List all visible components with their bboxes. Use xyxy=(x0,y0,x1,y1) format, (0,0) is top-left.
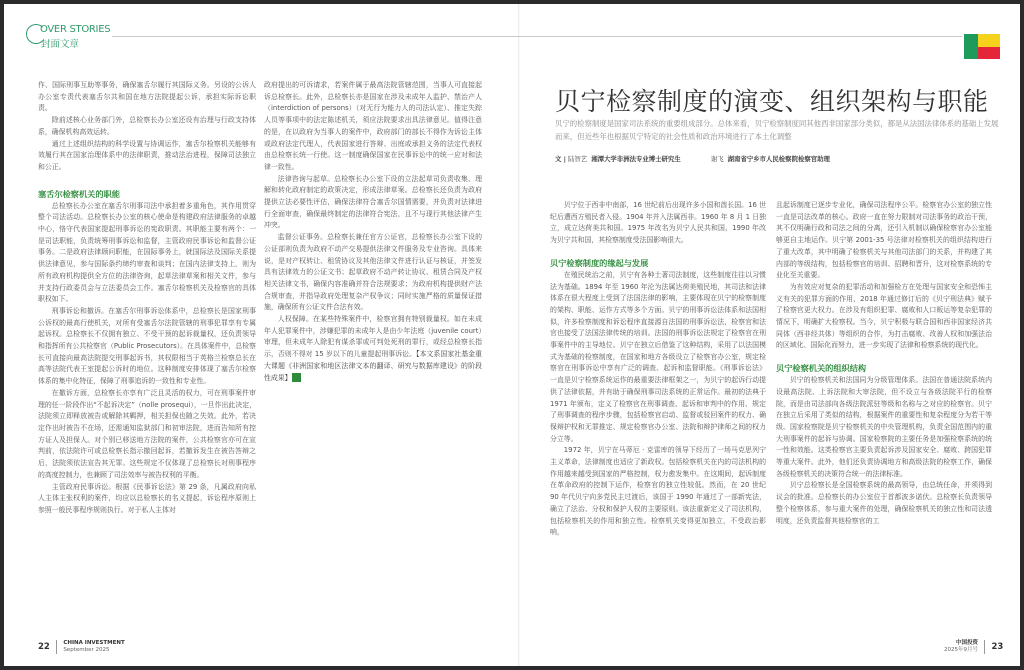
author-name: 谢飞 xyxy=(710,155,724,163)
flag-green-band xyxy=(964,34,978,59)
page-number: 23 xyxy=(991,642,1004,652)
paragraph xyxy=(264,314,482,384)
paragraph: 在殖民统治之前，贝宁有各种土著司法制度，这些制度往往以习惯法为基础。1894 年至 1960 年沦为法属达荷美殖民地，其司法和法律体系在很大程度上受到了法国法律的影响，主要体现在贝宁的检察制度的架构、职能、运作方式等多个方面。贝宁的刑事诉讼法体系和法国相似，许多检察制度和诉讼程序直接源自法国的刑事诉讼法，检察官和法官也接受了法国法律传统的培训。法国的刑事诉讼法规定了检察官在刑事案件中的主导地位。贝宁在独立后借鉴了这种结构，采用了以法国模式为基础的检察制度，在国家和地方各级设立了检察官办公室，规定检察官在刑事诉讼中享有广泛的调查、起诉和监督职能。《刑事诉讼法》一直是贝宁检察系统运作的最重要法律框架之一，为贝宁的起诉行动提供了法律依据，并有助于确保刑事司法系统的正常运作。最初的法典于 1971 年颁布，定义了检察官在刑事调查、起诉和审判中的作用、规定了刑事调查的程序步骤，包括检察官启动、监督或驳回案件的权力、确保辩护权和无罪推定、规定检察官办公室、法院和辩护律师之间的权力分立等。 xyxy=(550,270,766,443)
page-gutter xyxy=(518,4,520,666)
paragraph: 贝宁的检察机关和法国同为分级管理体系。法国在普通法院系统内设最高法院、上诉法院和大审法院，但不设立与各级法院平行的检察院，而是由司法部向各级法院派驻等级和名称与之对应的检察官。贝宁在独立后采用了类似的结构，根据案件的重要性和复杂程度分为若干等级。国家检察院是贝宁检察机关的中央管理机构，负责全国范围内的重大刑事案件的起诉与协调。国家检察院的主要任务是加强检察系统的统一性和效能。这类检察官主要负责起诉涉及国家安全、腐败、跨国犯罪等重大案件。此外，他们还负责协调地方和高级法院的检察工作，确保各级检察机关的决策符合统一的法律标准。 xyxy=(776,376,992,478)
byline xyxy=(555,154,830,163)
header-rule xyxy=(112,36,962,37)
paragraph: 除前述核心业务部门外，总检察长办公室还设有治理与行政支持体系，确保机构高效运转。 xyxy=(38,116,256,136)
author-affiliation: 湘潭大学非洲法专业博士研究生 xyxy=(591,155,681,163)
section-name-zh: 封面文章 xyxy=(41,39,80,50)
right-footer xyxy=(944,640,1003,654)
paragraph: 贝宁位于西非中南部，16 世纪前后出现许多小国和酋长国。16 世纪后遭西方殖民者入侵。1904 年并入法属西非。1960 年 8 月 1 日独立，成立达荷美共和国。1975 年改名为贝宁人民共和国，1990 年改为贝宁共和国，其检察制度受法国影响很大。 xyxy=(550,201,766,245)
section-logo xyxy=(26,22,126,50)
right-page-column-2 xyxy=(776,200,992,527)
paragraph: 在撤诉方面，总检察长亦享有广泛且灵活的权力，可在刑事案件审理的任一阶段作出“不起诉决定”（nolle prosequi），一旦作出此决定，法院须立即释放被告或解除其羁押，相关担保也随之失效。此外，若决定作出时被告不在场，还需通知监狱部门和初审法院，进而告知所有控方证人及担保人。对个别已移送地方法院的案件，公共检察官亦可在宣判前，依法院许可或总检察长指示撤回起诉，若撤诉发生在被告答辩之后，法院须依法宣告其无罪。这些规定不仅体现了总检察长对刑事程序的高度控制力，也兼顾了司法效率与被告权利的平衡。 xyxy=(38,388,256,479)
left-page-column-2 xyxy=(264,80,482,384)
issue-date: 2025年9月号 xyxy=(944,647,978,653)
footer-divider xyxy=(984,640,985,654)
section-heading: 贝宁检察机关的组织结构 xyxy=(776,363,867,374)
paragraph: 且起诉制度已逐步专业化，确保司法程序公平。检察官办公室的独立性一直是司法改革的核心。政府一直在努力限制对司法事务的政治干预，其不仅明确行政和司法之间的分离，还引入机制以确保检察官办公室能够更自主地运作。贝宁第 2001-35 号法律对检察机关的组织结构进行了重大改革，其中明确了检察机关与其他司法部门的关系，并构建了其内部的等级结构，包括检察官的培训、招聘和晋升，这对检察系统的专业化至关重要。 xyxy=(776,201,992,280)
paragraph: 刑事诉讼和撤诉。在塞舌尔刑事诉讼体系中，总检察长是国家刑事公诉权的最高行使机关，对所有受塞舌尔法院管辖的刑事犯罪享有专属起诉权。总检察长不仅拥有独立、不受干预的起诉裁量权，还负责领导和指挥所有公共检察官（Public Prosecutors）。在具体案件中，总检察长可直接向最高法院提交刑事起诉书，其权限相当于英格兰检察总长在高等法院代表王室提起公诉时的地位。这种制度安排体现了塞舌尔检察体系的集中化特征，保障了刑事追诉的一致性和专业性。 xyxy=(38,306,256,386)
page-number: 22 xyxy=(38,642,50,652)
paragraph: 作、国际刑事互助等事务，确保塞舌尔履行其国际义务。另设的公诉人办公室专责代表塞舌尔共和国在地方法院提起公诉，承担实际诉讼职责。 xyxy=(38,81,256,113)
article-title: 贝宁检察制度的演变、组织架构与职能 xyxy=(555,87,989,116)
magazine-name: 中国投资 xyxy=(955,640,978,646)
flag-yellow-band xyxy=(978,34,1000,47)
paragraph: 为有效应对复杂的犯罪活动和加强检方在处理与国家安全和恐怖主义有关的犯罪方面的作用，2018 年通过修订后的《贝宁刑法典》赋予了检察官更大权力。在涉及有组织犯罪、腐败和人口贩运等复杂犯罪的情况下，明确扩大检察权。当今，贝宁积极与联合国和西非国家经济共同体（西非经共体）等组织的合作，为打击腐败、改善人权和加强法治的区域化、国际化而努力，进一步实现了法律和检察系统的现代化。 xyxy=(776,282,992,350)
paragraph: 通过上述组织结构的科学设置与协调运作，塞舌尔检察机关能够有效履行其在国家治理体系中的法律职责，推动法治进程，保障司法独立和公正。 xyxy=(38,139,256,171)
benin-flag-icon xyxy=(964,34,1000,59)
issue-date: September 2025 xyxy=(63,647,110,653)
left-footer xyxy=(38,640,125,654)
section-heading: 塞舌尔检察机关的职能 xyxy=(38,188,120,199)
paragraph-text: 人权保障。在某些特殊案件中，检察官拥有特别裁量权。如在未成年人犯罪案件中，涉嫌犯罪的未成年人是由少年法庭（juvenile court）审理，但未成年人除犯有谋杀罪或可判处死刑的罪行，或经总检察长指示，否则不得对 15 岁以下的儿童提起刑事诉讼。 xyxy=(264,315,482,359)
flag-red-band xyxy=(978,47,1000,60)
funding-citation: 【本文系国家社基金重大课题《非洲国家和地区法律文本的翻译、研究与数据库建设》的阶段性成果】 xyxy=(264,350,482,382)
paragraph: 监督公证事务。总检察长兼任官方公证官，总检察长办公室下设的公证部则负责为政府不动产交易提供法律文件服务及专业咨询。具体来说，是对产权转让、租赁协议及其他法律文件进行认证与核证，并签发具有法律效力的公证文书；起草政府不动产转让协议、租赁合同及产权相关法律文书，确保内容准确并符合法规要求；为政府机构提供财产法合规审查，并指导政府处理复杂产权争议；同时实施严格的质量保证措施，确保所有公证文件合法有效。 xyxy=(264,233,482,312)
paragraph: 主管政府民事诉讼。根据《民事诉讼法》第 29 条，凡属政府向私人主体主张权利的案件，均应以总检察长的名义提起，诉讼程序原则上参照一般民事程序规则执行。对于私人主体对 xyxy=(38,482,256,514)
magazine-name: CHINA INVESTMENT xyxy=(63,640,125,646)
magazine-spread xyxy=(4,4,1020,666)
author-affiliation: 湖南省宁乡市人民检察院检察官助理 xyxy=(727,155,830,163)
byline-prefix: 文 | xyxy=(555,155,566,163)
left-page-column-1 xyxy=(38,80,256,517)
paragraph: 法律咨询与起草。总检察长办公室下设的立法起草司负责收集、理解和转化政府制定的政策决定，形成法律草案。总检察长还负责为政府提供立法必要性评估，确保法律符合塞舌尔国情需要，并负责对法律进行全面审查，确保最终制定的法律符合宪法，且不与现行其他法律产生冲突。 xyxy=(264,174,482,230)
article-lead: 贝宁的检察制度是国家司法系统的重要组成部分。总体来看，贝宁检察制度同其他西非国家部分类似，都是从法国法律体系的基础上发展而来，但近些年也根据贝宁特定的社会性质和政治环境进行了本土化调整 xyxy=(555,119,999,141)
paragraph: 政府提出的可诉请求，若案件属于最高法院管辖范围，当事人可直接起诉总检察长。此外，总检察长亦是国家在涉及未成年人监护、禁治产人（interdiction of persons）（对无行为能力人的司法认定）、推定失踪人员等事项中的法定陈述机关，须应法院要求出具法律意见。值得注意的是，在以政府为当事人的案件中，政府部门的部长不得作为诉讼主体或政府法定代理人，代表国家进行答辩、出庭或承担义务的法定代表权由总检察长统一行使。这一制度确保国家在民事诉讼中的统一应对和法律一致性。 xyxy=(264,81,482,171)
right-page-column-1 xyxy=(550,200,766,539)
section-name-en: OVER STORIES xyxy=(40,24,111,35)
author-name: 陆智艺 xyxy=(568,155,588,163)
section-heading: 贝宁检察制度的缘起与发展 xyxy=(550,257,649,268)
paragraph: 1972 年，贝宁在马蒂厄 · 克雷库的领导下经历了一场马克思列宁主义革命，法律制度也适应了新政权。包括检察机关在内的司法机构的作用越来越受到国家的严格控制，权力愈发集中。在这期间，起诉制度在革命政府的控制下运作，检察官的独立性较低。然而，在 20 世纪 90 年代贝宁向多党民主过渡后，该国于 1990 年通过了一部新宪法，确立了法治、分权和保护人权的主要原则。该法重新定义了司法机构，包括检察机关的作用和独立性。检察机关变得更加独立，不受政治影响， xyxy=(550,446,766,537)
paragraph: 总检察长办公室在塞舌尔刑事司法中承担着多重角色，其作用贯穿整个司法活动。总检察长办公室的核心使命是构建政府法律服务的卓越中心，恪守代表国家提起刑事诉讼的宪政职责。其职能主要有两个：一是司法职能，负责统筹刑事诉讼和监督，主管政府民事诉讼和监督公证事务。二是政府法律顾问职能，在国际事务上，就国际法及国际关系提供法律意见，参与国际条约缔约审查和谈判；在国内法律支持上，则为所有政府机构提供全方位的法律咨询，起草法律草案和相关文件，参与并支持行政委员会与立法委员会工作。塞舌尔检察机关及检察官的具体职权如下。 xyxy=(38,201,256,304)
footer-divider xyxy=(56,640,57,654)
paragraph: 贝宁总检察长是全国检察系统的最高领导，由总统任命，并须得到议会的批准。总检察长的办公室位于首都波多诺伏。总检察长负责领导整个检察体系，参与重大案件的处理，确保检察机关的独立性和司法透明度，还负责监督其他检察官的工 xyxy=(776,481,992,525)
end-mark-icon: ZG xyxy=(292,373,301,382)
